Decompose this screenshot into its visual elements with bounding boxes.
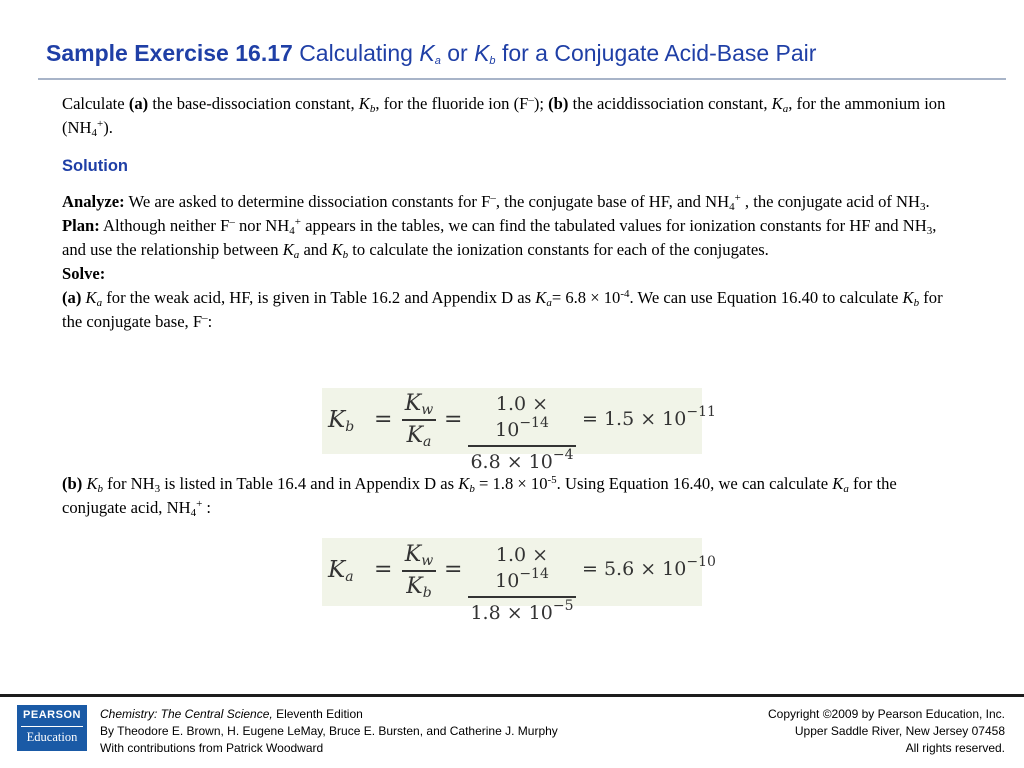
fraction-numeric: $1.0 \times 10^{-14}$ $1.8 \times 10^{-5}$ [468, 542, 576, 626]
slide-body [62, 92, 962, 334]
copyright-line: Copyright ©2009 by Pearson Education, Inc. [768, 707, 1005, 721]
footer-book-line [100, 706, 558, 723]
equation-lhs: $K_a$ [328, 557, 354, 585]
title-word: Calculating [299, 40, 413, 66]
part-b-label: (b) [548, 94, 569, 113]
plan-label: Plan: [62, 216, 100, 235]
footer-copyright [768, 706, 1005, 757]
part-b-paragraph: (b) $K_b$ for $NH_3$ is listed in Table 16.4 and in Appendix D as $K_b = 1.8 \times 10^{-5}$. Using Equation 16.40, we can calculate $K_a$ for the conjugate acid, $NH_4^+$ : [62, 474, 897, 519]
equals-sign: = [374, 407, 393, 432]
footer-divider [0, 694, 1024, 697]
title-exercise-number: Sample Exercise 16.17 [46, 40, 293, 66]
equals-sign: = [374, 557, 393, 582]
title-kb-subscript: b [489, 55, 496, 67]
fraction-numeric: $1.0 \times 10^{-14}$ $6.8 \times 10^{-4}$ [468, 391, 576, 475]
problem-statement: Calculate (a) the base-dissociation constant, $K_b$, for the fluoride ion (F–); (b) the aciddissociation constant, $K_a$, for the ammonium ion $(NH_4^+)$. [62, 94, 946, 139]
title-kb-symbol: K [474, 40, 490, 66]
equation-lhs: $K_b$ [328, 407, 355, 435]
slide-title [46, 40, 816, 67]
solve-label: Solve: [62, 264, 106, 283]
title-ka-subscript: a [434, 55, 441, 67]
pearson-logo [17, 705, 87, 751]
title-ka-symbol: K [419, 40, 435, 66]
logo-bottom-text: Education [26, 730, 78, 744]
title-divider [38, 78, 1006, 80]
equation-result: = $5.6 \times 10^{-10}$ [582, 554, 716, 580]
book-edition: Eleventh Edition [272, 707, 363, 721]
equals-sign: = [444, 407, 463, 432]
fraction-kw-over-kb: $K_w$ $K_b$ [402, 542, 436, 600]
address-line: Upper Saddle River, New Jersey 07458 [794, 724, 1005, 738]
footer-authors: By Theodore E. Brown, H. Eugene LeMay, Bruce E. Bursten, and Catherine J. Murphy [100, 724, 558, 738]
equation-kb [322, 388, 716, 473]
part-a-label: (a) [128, 94, 149, 113]
footer-contributions: With contributions from Patrick Woodward [100, 741, 324, 755]
logo-top-text: PEARSON [23, 709, 81, 721]
book-title: Chemistry: The Central Science, [100, 707, 273, 721]
part-a-paragraph: (a) $K_a$ for the weak acid, HF, is given in Table 16.2 and Appendix D as $K_a= 6.8 \times 10^{-4}$. We can use Equation 16.40 to calculate $K_b$ for the conjugate base, F–: [62, 288, 943, 331]
equals-sign: = [444, 557, 463, 582]
rights-line: All rights reserved. [905, 741, 1005, 755]
analyze-label: Analyze: [62, 192, 125, 211]
slide-body-lower [62, 472, 962, 520]
analyze-paragraph: Analyze: We are asked to determine dissociation constants for F–, the conjugate base of HF, and $NH_4^+$ , the conjugate acid of $NH_3$. [62, 192, 930, 213]
title-word: for a Conjugate Acid-Base Pair [501, 40, 817, 66]
plan-paragraph: Plan: Although neither F– nor $NH_4^+$ appears in the tables, we can find the tabulated values for ionization constants for HF and $NH_3$, and use the relationship between $K_a$ and $K_b$ to calculate the ionization constants for each of the conjugates. [62, 216, 937, 261]
title-word: or [447, 40, 468, 66]
equation-result: = $1.5 \times 10^{-11}$ [582, 404, 716, 430]
fraction-kw-over-ka: $K_w$ $K_a$ [402, 391, 436, 449]
footer-credits [100, 706, 558, 757]
solution-heading: Solution [62, 157, 128, 175]
equation-ka [322, 538, 716, 624]
logo-divider [21, 726, 83, 727]
